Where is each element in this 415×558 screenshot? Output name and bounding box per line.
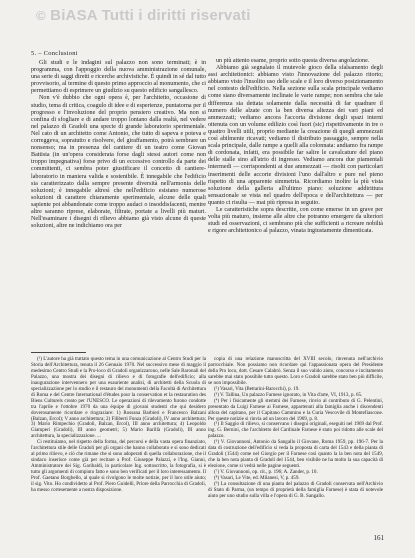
footnote: (¹) L'autore ha già trattato questo tema in una comunicazione al Centro Studi per la Storia dell'Architettura, tenuta il 26 Gennaio 1970. Nel successivo mese di maggio il medesimo Centro Studi e la Pro-loco di Gradoli organizzarono, nelle Sale Baronali del Palazzo, una mostra dei disegni di rilievo e di fotografie dell'edificio; alla inaugurazione intervennero per una esauriente analisi, di architetti della Scuola di specializzazione per lo studio e il restauro dei monumenti della Facoltà di Architettura di Roma e del Centre International d'études pour la conservation et la restauration des Biens Culturels creato per l'UNESCO. Le operazioni di rilevamento furono condotte tra l'aprile e l'ottobre 1970 da una équipe di giovani studenti che qui desidero doverosamente ricordare e ringraziare: 1) Rossana Barbieri e Francesco Balzani (Balzan, Ercol); V anno architettura; 2) Filiberti Funza (Gradoli), IV anno architettura; 3) Mario Rimpechio (Gradoli, Balzan, Ercol), III anno architettura; 4) Leopoldo Giamperi (Gradoli), III anno geometri; 5) Mario Barillà (Gradoli), III anno architettura, la specializzazione. ... — [31, 356, 206, 440]
body-column-right — [208, 58, 383, 338]
watermark-brand: BiASA — [50, 7, 98, 24]
footnote: (⁸) Vasari, Le Vite, ed. Milanesi, V, p. 459. — [214, 475, 300, 482]
footnote: copia di una relazione manoscritta del XVIII secolo, rinvenuta nell'archivio parrocchiale. Non possiamo non ricordare qui l'appassionata opera del Presidente della Pro loco, dott. Cesare Calabrò. Senza il suo valido aiuto, concorso e incitamento sarebbe mai stato possibile tutto questo. Loro e Gradoli sarebbe stato ben più difficile, se non impossibile. — [208, 356, 383, 386]
section-heading: 5. – Conclusioni — [31, 50, 78, 57]
footnote: (³) V. Tallina, Un palazzo Farnese ignorato, in Vita d'arte, VI, 1913, p. 65. — [214, 391, 363, 398]
paragraph: un più attento esame, proprio sotto questa diversa angolazione. — [216, 58, 370, 64]
footnotes-left — [31, 357, 206, 494]
footnote: Ci restituiamo, nel rispetto della forma, dei percorsi e della vasta opera finanziato, l'architettura stile delle Gradoli per gli organi che hanno collaborato e si sono dedicati al primo rilievo, e ciò che rimane che si sono adoperati di quella collaborazione, che il sindaco inserisce come già per recitare a Prof. Giuseppe Palazzi, e l'Ing. Gianni, Amministratore dei Sig. Garibaldi, in particolare Ing. sottoscritto, la fotografia, si è tutto gli argomenti di compiuto fatto e sono ben verificati per il loro interessamento. Il Prof. Gaetano Borghello, al quale si rivolgono le molte notizie, per il loro utile aiuto; il sig. Vito. Ho condividetto al Prof. Piero Guidelli, Priore della Parrocchia di Gradoli, ha messo cortesemente a nostra disposizione. — [31, 439, 206, 493]
body-column-left — [31, 60, 206, 345]
footnote-separator — [31, 352, 86, 353]
paragraph: Abbiamo già segnalato il mutevole gioco della sfalsamento degli assi architettonici: abbiamo visto l'innovazione del palazzo ritorto; abbiamo visto l'insolito uso delle scale e il loro diverso posizionamento nel contesto dell'edificio. Nella sezione sulla scala principale vediamo come siano diversamente inclinate le varie rampe; non sembra che tale differenza sia dettata solamente dalla necessità di far quadrare il numero delle alzate con la ben diversa altezza dei vari piani ed ammezzati; vediamo ancora l'accorta divisione degli spazi interni ottenuta con un volume edilizio così fuori (sic) rispettivamente in tre o quattro livelli utili, proprio mediante la creazione di quegli ammezzati così abilmente ricavati; vediamo il distributo passaggio, sempre nella scala principale, dalle rampe a quelli alla colonnata: andiamo fra rampe di cordonata, infatti, era possibile far salire le cavalcature del piano delle stalle sino all'atrio di ingresso. Vediamo ancora due piamentali intermedi — corrispondenti ai due ammezzati — risolti con particolari inserimenti delle accorte divisioni l'uno dall'altro e pure nel pieno rispetto di una apparente simmetria. Ricordiamo inoltre la più vista soluzione della galleria all'ultimo piano: soluzione addirittura sensazionale se vista nel quadro dell'epoca e dell'architettura — per quanto ci risulta — mai più ripresa in seguito. — [208, 65, 383, 206]
page-number: 161 — [373, 534, 384, 542]
footnote: (⁹) La consultazione di una pianta del palazzo di Gradoli conservata nell'Archivio di Stato di Parma, (un tempo di proprietà della famiglia Farnese) è stata di notevole aiuto per uno studio sulla villa e l'opera di G. B. Sangallo. — [208, 481, 383, 499]
footnote: (⁵) Il Saggio di rilievo, si conservano i disegni originali, eseguiti nel 1969 dal Prof. ing. G. Bernini, che l'architetto del Cardinale Farnese è stato poi ridotto alle scale del palazzo. — [208, 421, 383, 440]
watermark-text: Tutti i diritti riservati — [101, 7, 251, 24]
paragraph: Gli studi e le indagini sul palazzo non sono terminati; è in programma, con l'appoggio della nuova amministrazione comunale, una serie di saggi diretti e ricerche archivistiche. È quindi in sé dal tutto provvisorio, al termine di questo primo approccio al monumento, che ci permettiamo di esprimere un giudizio su questo edificio sangallesco. — [31, 60, 206, 95]
paragraph: Non v'è dubbio che ogni opera è, per l'architetto, occasione di studio, tema di critica, coagulo di idee e di esperienze, puntatorna per il progresso e l'involuzione del proprio pensiero creativo. Ma non si confina di sfogliare e di andare troppo lontano dalla realtà, nel vedere nel palazzo di Gradoli una specie di grande laboratorio sperimentale. Nel cato di un architetto come Antonio, che tutto di sapeva e poteva e correggeva, sopratutto e risolvere, del giraffamento, potrà sembrare un nonsenso; ma in presenza del cantiere di un teatro come Giovan Battista (in un'opera considerata forse dagli stessi autori come non troppo impegnativa) forse privo di un eccessivo controllo da parte dei committenti, ci sembra poter giustificare il concetto di cantiere-laboratorio in maniera valida e sostenibile. È innegabile che l'edificio sia caratterizzato dalla sempre presente diversità nell'armonia delle soluzioni; è innegabile altresì che nell'edificio esistano numerose soluzioni di carattere chiaramente sperimentale, alcune delle quali sapiente poi abbandonate come troppo audaci o insoddisfacenti, mentre altre saranno riprese, elaborate, filtrate, portate a livelli più maturi. Nell'esaminare i disegni di rilievo abbiamo già visto alcune di queste soluzioni, altre ne indichiamo ora per — [31, 95, 206, 230]
copyright-icon: © — [36, 8, 46, 23]
watermark — [36, 7, 251, 24]
footnote: (⁶) V. Giovannoni, Antonio da Sangallo il Giovane, Roma 1959, pp. 196-7. Per la data di costruzione dell'edificio si veda la proposta di carta del 1543 e della pianta di Gradoli (1544) come nel Giorgio per il Farnese così quanto la la ben nota del 1549, che la ben nota pianta di Gradoli del 1544, ben visibile ne ha molto la sua capacità di elezione, come si vedrà nelle pagine seguenti. — [208, 439, 383, 470]
footnote: (⁷) V. Giovannoni, op. cit., p. 196; A. Zander, p. 10. — [214, 469, 318, 476]
footnote: (²) Vasari, Vita (Bettarini-Barocchi), p. 19. — [214, 385, 300, 392]
footnotes-right — [208, 357, 383, 500]
footnote: (⁴) Per i fisicamente gli stemmi dei Farnese, rinvio al contributo di G. Pelentini, presentato da Luigi Farnese ai Farnese, appartenuti alla famiglia anche i discendenti allora del capitano, per il Capitano Cammino e la Curia Vescovile di Montefiascone. Per queste notizie si rinvia ad un lavoro del 1969, p. 8. — [208, 397, 383, 422]
paragraph: Le caratteristiche sopra descritte, con come emerse in un grave per volta più maturo, insieme alle altre che potranno emergere da ulteriori studi ed osservazioni, ci sembrano più che sufficienti a ricreare nobiltà e rigore architettonico al palazzo, vinata ingiustamente dimenticata. — [208, 206, 383, 235]
